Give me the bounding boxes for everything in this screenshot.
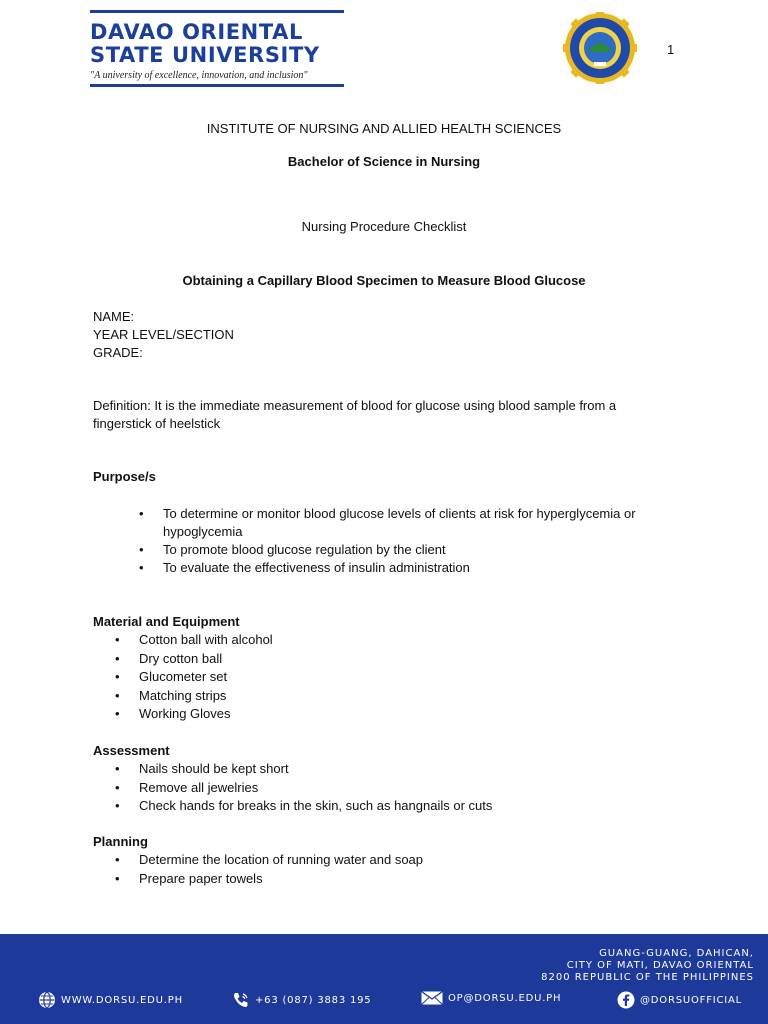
footer-website[interactable] — [38, 991, 183, 1009]
brand-bottom-rule — [90, 84, 344, 87]
purpose-heading: Purpose/s — [93, 469, 156, 484]
email-text: OP@DORSU.EDU.PH — [448, 992, 562, 1004]
footer-phone[interactable] — [232, 991, 371, 1009]
footer-email[interactable] — [421, 991, 561, 1005]
assessment-item: • Remove all jewelries — [115, 779, 655, 798]
materials-list — [115, 631, 615, 724]
material-item: • Cotton ball with alcohol — [115, 631, 615, 650]
facebook-icon — [617, 991, 635, 1009]
mail-icon — [421, 991, 443, 1005]
material-item: • Working Gloves — [115, 705, 615, 724]
assessment-list — [115, 760, 655, 816]
purpose-item: • To promote blood glucose regulation by the client — [139, 541, 679, 559]
assessment-heading: Assessment — [93, 743, 170, 758]
material-item: • Dry cotton ball — [115, 650, 615, 669]
page-number: 1 — [667, 42, 675, 57]
planning-heading: Planning — [93, 834, 148, 849]
purpose-item: • To determine or monitor blood glucose levels of clients at risk for hyperglycemia or hypoglycemia — [139, 505, 679, 541]
purpose-item: • To evaluate the effectiveness of insulin administration — [139, 559, 679, 577]
procedure-title: Obtaining a Capillary Blood Specimen to Measure Blood Glucose — [182, 273, 586, 288]
university-brand — [90, 10, 344, 87]
field-year-level-section: YEAR LEVEL/SECTION — [93, 327, 234, 342]
document-type-heading: Nursing Procedure Checklist — [301, 219, 467, 234]
definition-line-1: Definition: It is the immediate measurement of blood for glucose using blood sample from a — [93, 398, 617, 413]
globe-icon — [38, 991, 56, 1009]
facebook-text: @DORSUOFFICIAL — [640, 994, 743, 1006]
university-tagline: "A university of excellence, innovation, and inclusion" — [90, 70, 308, 81]
material-item: • Matching strips — [115, 687, 615, 706]
purpose-list — [139, 505, 679, 577]
brand-top-rule — [90, 10, 344, 13]
planning-list — [115, 851, 655, 888]
material-item: • Glucometer set — [115, 668, 615, 687]
phone-icon — [232, 991, 250, 1009]
institute-heading: INSTITUTE OF NURSING AND ALLIED HEALTH SCIENCES — [206, 121, 562, 136]
website-text: WWW.DORSU.EDU.PH — [61, 994, 183, 1006]
program-heading: Bachelor of Science in Nursing — [287, 154, 481, 169]
materials-heading: Material and Equipment — [93, 614, 240, 629]
footer-facebook[interactable] — [617, 991, 742, 1009]
address-line-1: GUANG-GUANG, DAHICAN, — [599, 948, 754, 959]
field-name: NAME: — [93, 309, 135, 324]
address-line-3: 8200 REPUBLIC OF THE PHILIPPINES — [541, 972, 754, 983]
assessment-item: • Nails should be kept short — [115, 760, 655, 779]
address-line-2: CITY OF MATI, DAVAO ORIENTAL — [566, 960, 754, 971]
page-footer — [0, 934, 768, 1024]
field-grade: GRADE: — [93, 345, 143, 360]
footer-address — [541, 948, 754, 984]
phone-text: +63 (087) 3883 195 — [255, 994, 372, 1006]
university-name-line2: STATE UNIVERSITY — [90, 43, 320, 67]
planning-item: • Determine the location of running water and soap — [115, 851, 655, 870]
assessment-item: • Check hands for breaks in the skin, such as hangnails or cuts — [115, 797, 655, 816]
definition-line-2: fingerstick of heelstick — [93, 416, 221, 431]
planning-item: • Prepare paper towels — [115, 870, 655, 889]
university-name-line1: DAVAO ORIENTAL — [90, 20, 303, 44]
university-seal-logo — [550, 12, 650, 84]
